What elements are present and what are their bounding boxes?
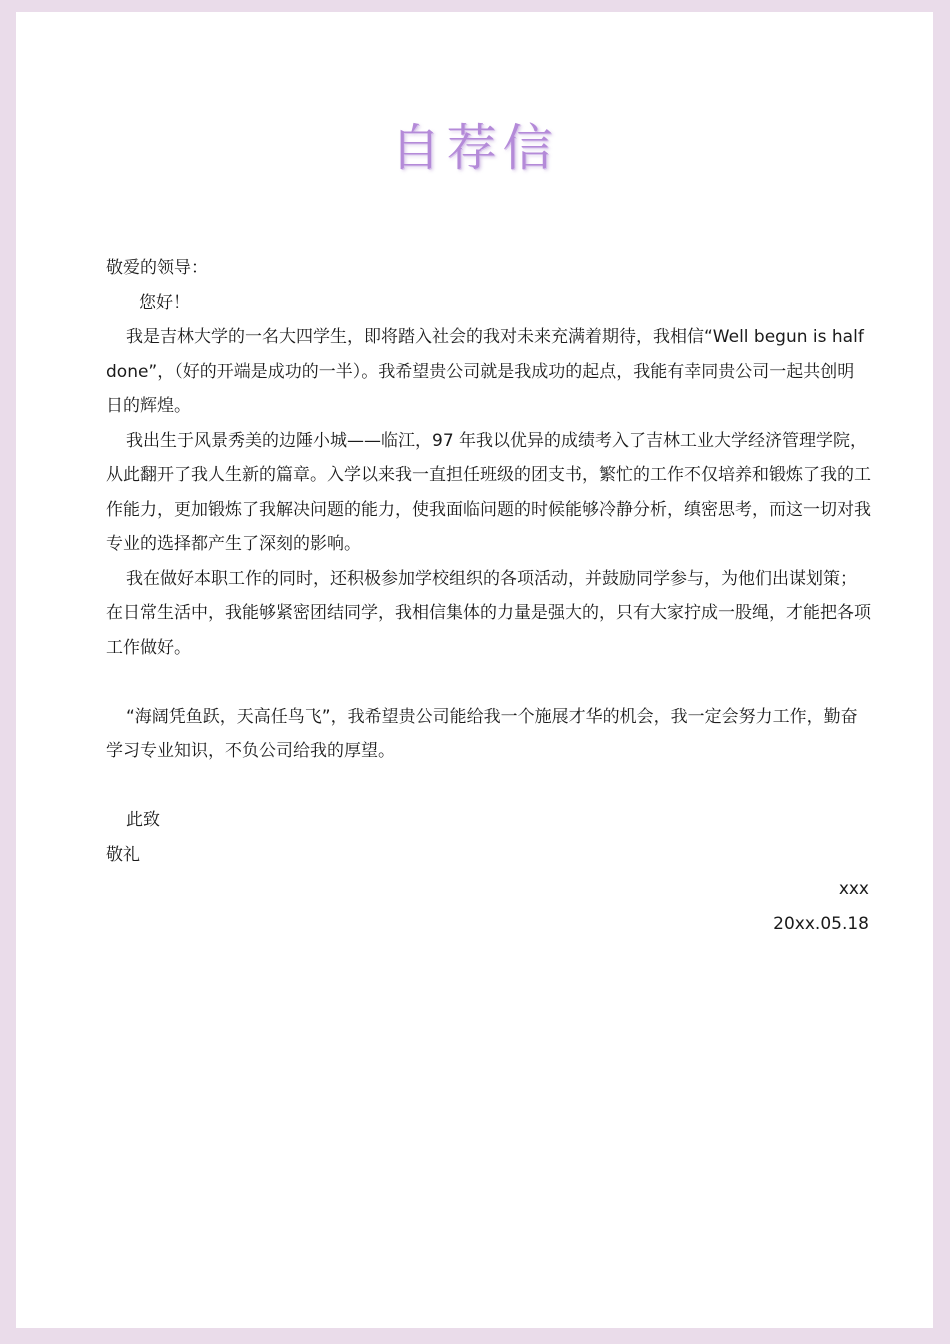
letter-title: 自荐信 [390, 119, 559, 177]
closing-ci-zhi: 此致 [126, 810, 160, 830]
date: 20xx.05.18 [773, 913, 869, 934]
letter-page [16, 12, 933, 1328]
paragraph-conclusion: “海阔凭鱼跃，天高任鸟飞”，我希望贵公司能给我一个施展才华的机会，我一定会努力工作，勤奋学习专业知识，不负公司给我的厚望。 [106, 706, 858, 761]
greeting: 敬爱的领导： [106, 258, 208, 278]
spacer [106, 665, 871, 700]
spacer [106, 769, 871, 804]
closing-jing-li: 敬礼 [106, 844, 140, 865]
salutation: 您好！ [139, 292, 190, 313]
paragraph-activities: 我在做好本职工作的同时，还积极参加学校组织的各项活动，并鼓励同学参与，为他们出谋划策；在日常生活中，我能够紧密团结同学，我相信集体的力量是强大的，只有大家拧成一股绳，才能把各项工作做好。 [106, 568, 871, 658]
paragraph-intro: 我是吉林大学的一名大四学生，即将踏入社会的我对未来充满着期待，我相信“Well begun is half done”，（好的开端是成功的一半）。我希望贵公司就是我成功的起点，我能有幸同贵公司一起共创明日的辉煌。 [106, 327, 864, 416]
letter-body [106, 251, 871, 941]
signature: xxx [838, 879, 869, 899]
paragraph-background: 我出生于风景秀美的边陲小城——临江，97 年我以优异的成绩考入了吉林工业大学经济管理学院，从此翻开了我人生新的篇章。入学以来我一直担任班级的团支书，繁忙的工作不仅培养和锻炼了我的工作能力，更加锻炼了我解决问题的能力，使我面临问题的时候能够冷静分析，缜密思考，而这一切对我专业的选择都产生了深刻的影响。 [106, 430, 871, 554]
